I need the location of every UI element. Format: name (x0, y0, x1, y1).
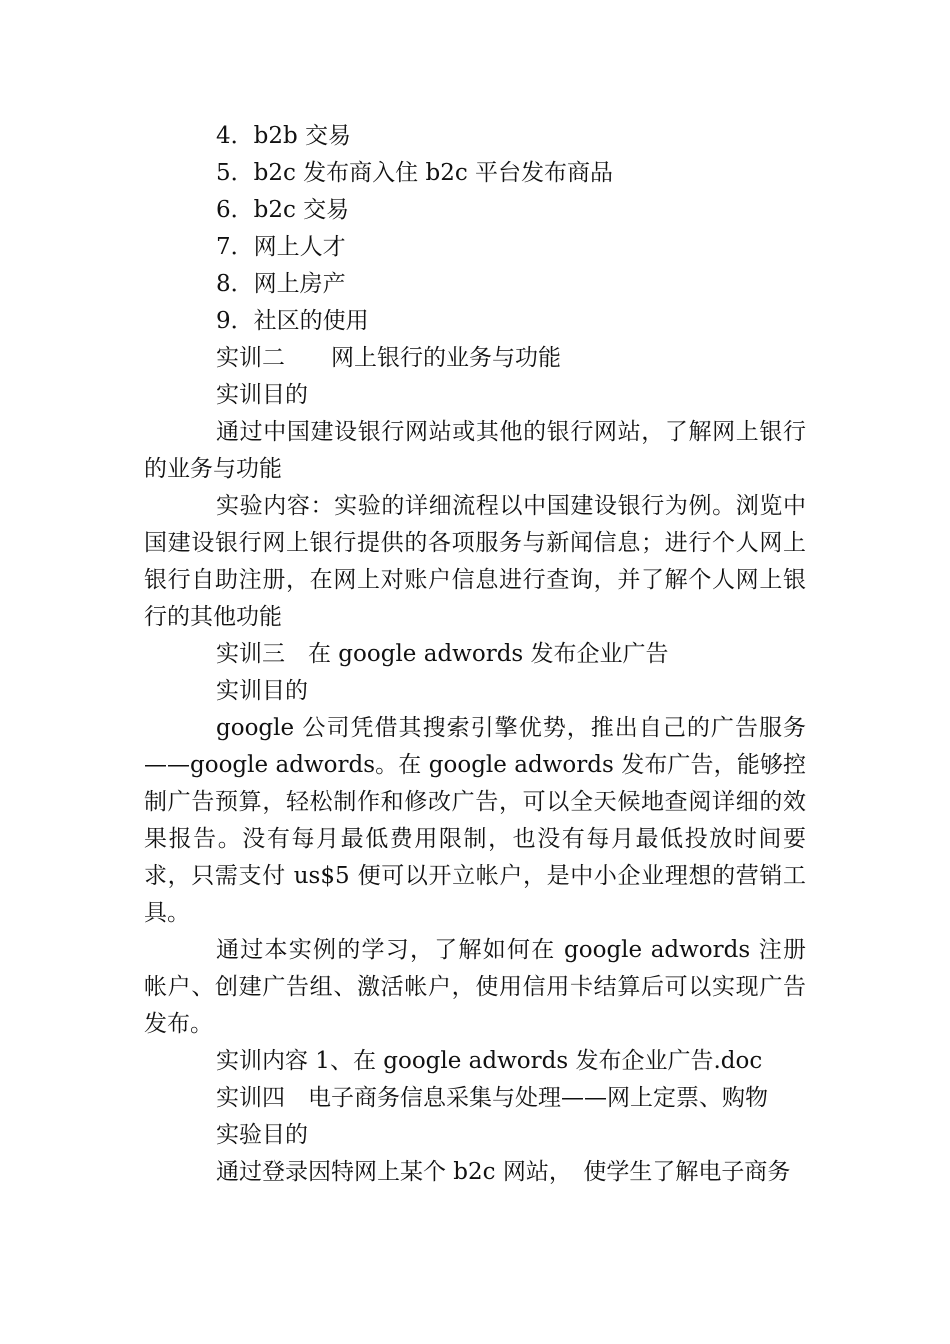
list-item: 6．b2c 交易 (216, 197, 350, 223)
content-line: 实训内容 1、在 google adwords 发布企业广告.doc (216, 1048, 763, 1074)
list-item: 7．网上人才 (216, 234, 346, 260)
objective-label: 实训目的 (216, 678, 308, 704)
section-heading: 实训三 在 google adwords 发布企业广告 (216, 641, 669, 667)
section-heading: 实训四 电子商务信息采集与处理——网上定票、购物 (216, 1085, 768, 1111)
content-paragraph: 实验内容：实验的详细流程以中国建设银行为例。浏览中国建设银行网上银行提供的各项服务与新闻信息；进行个人网上银行自助注册，在网上对账户信息进行查询，并了解个人网上银行的其他功能 (144, 493, 806, 630)
objective-paragraph: google 公司凭借其搜索引擎优势，推出自己的广告服务——google adwords。在 google adwords 发布广告，能够控制广告预算，轻松制作和修改广告，可以全天候地查阅详细的效果报告。没有每月最低费用限制，也没有每月最低投放时间要求，只需支付 us$5 便可以开立帐户，是中小企业理想的营销工具。 (144, 715, 806, 926)
objective-paragraph: 通过中国建设银行网站或其他的银行网站，了解网上银行的业务与功能 (144, 419, 806, 482)
study-paragraph: 通过本实例的学习，了解如何在 google adwords 注册帐户、创建广告组、激活帐户，使用信用卡结算后可以实现广告发布。 (144, 937, 806, 1037)
list-item: 4．b2b 交易 (216, 123, 352, 149)
list-item: 5．b2c 发布商入住 b2c 平台发布商品 (216, 160, 614, 186)
objective-paragraph: 通过登录因特网上某个 b2c 网站， 使学生了解电子商务 (216, 1159, 791, 1185)
objective-label: 实验目的 (216, 1122, 308, 1148)
list-item: 9．社区的使用 (216, 308, 369, 334)
objective-label: 实训目的 (216, 382, 308, 408)
list-item: 8．网上房产 (216, 271, 346, 297)
document-body (144, 118, 806, 1191)
section-heading: 实训二 网上银行的业务与功能 (216, 345, 561, 371)
